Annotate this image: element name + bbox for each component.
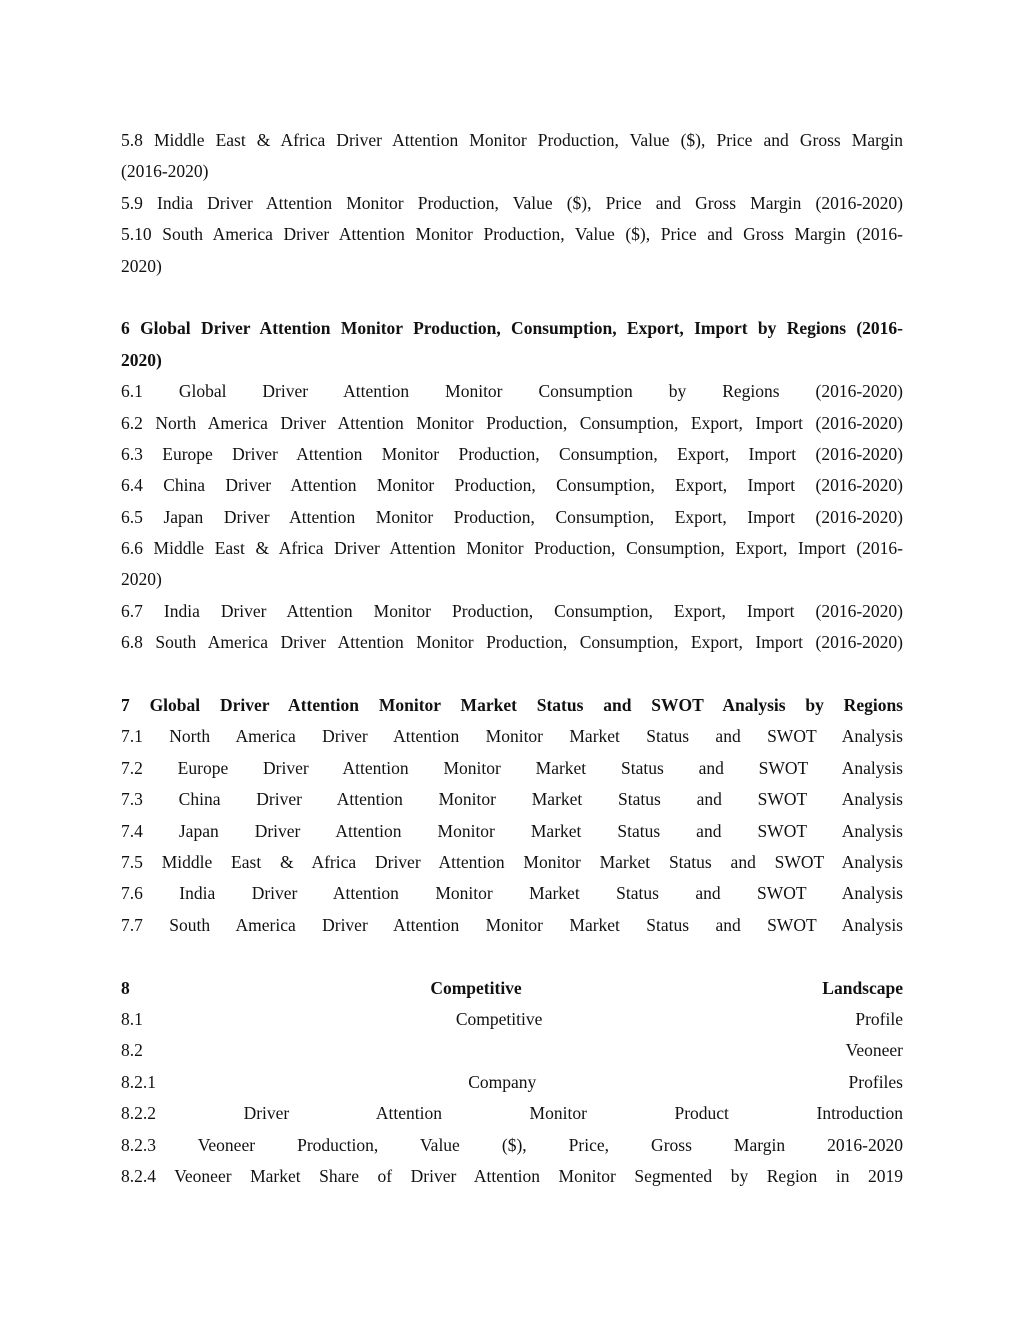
toc-entry: 8.2.4 Veoneer Market Share of Driver Attention Monitor Segmented by Region in 2019 xyxy=(121,1165,903,1186)
toc-entry: 7.5 Middle East & Africa Driver Attention Monitor Market Status and SWOT Analysis xyxy=(121,851,903,872)
section-gap xyxy=(121,941,903,972)
toc-entry: (2016-2020) xyxy=(121,161,209,182)
section-gap xyxy=(121,659,903,690)
toc-entry: 2020) xyxy=(121,569,162,590)
section-gap xyxy=(121,282,903,313)
toc-entry: 6.3 Europe Driver Attention Monitor Production, Consumption, Export, Import (2016-2020) xyxy=(121,443,903,464)
toc-entry: 7.4 Japan Driver Attention Monitor Market Status and SWOT Analysis xyxy=(121,820,903,841)
toc-entry: 7.2 Europe Driver Attention Monitor Market Status and SWOT Analysis xyxy=(121,757,903,778)
toc-entry: 6.6 Middle East & Africa Driver Attention Monitor Production, Consumption, Export, Import (2016- xyxy=(121,538,903,559)
toc-entry: 5.8 Middle East & Africa Driver Attention Monitor Production, Value ($), Price and Gross Margin xyxy=(121,130,903,150)
toc-entry: 7.3 China Driver Attention Monitor Market Status and SWOT Analysis xyxy=(121,789,903,810)
toc-entry: 5.10 South America Driver Attention Monitor Production, Value ($), Price and Gross Margin (2016- xyxy=(121,224,903,245)
toc-entry: 5.9 India Driver Attention Monitor Production, Value ($), Price and Gross Margin (2016-2020) xyxy=(121,192,903,213)
toc-entry: 6.1 Global Driver Attention Monitor Consumption by Regions (2016-2020) xyxy=(121,381,903,402)
toc-entry: 7.7 South America Driver Attention Monitor Market Status and SWOT Analysis xyxy=(121,914,903,935)
toc-entry: 8.1 Competitive Profile xyxy=(121,1008,903,1029)
table-of-contents xyxy=(121,125,903,1192)
toc-entry: 6.2 North America Driver Attention Monitor Production, Consumption, Export, Import (2016-2020) xyxy=(121,412,903,433)
toc-entry: 6.7 India Driver Attention Monitor Production, Consumption, Export, Import (2016-2020) xyxy=(121,600,903,621)
section-heading: 7 Global Driver Attention Monitor Market Status and SWOT Analysis by Regions xyxy=(121,695,903,716)
section-heading: 8 Competitive Landscape xyxy=(121,977,903,998)
toc-entry: 6.4 China Driver Attention Monitor Production, Consumption, Export, Import (2016-2020) xyxy=(121,475,903,496)
toc-entry: 8.2.3 Veoneer Production, Value ($), Price, Gross Margin 2016-2020 xyxy=(121,1134,903,1155)
toc-entry: 7.1 North America Driver Attention Monitor Market Status and SWOT Analysis xyxy=(121,726,903,747)
document-page xyxy=(121,125,903,1192)
toc-entry: 7.6 India Driver Attention Monitor Market Status and SWOT Analysis xyxy=(121,883,903,904)
toc-entry: 2020) xyxy=(121,255,162,276)
toc-entry: 6.8 South America Driver Attention Monitor Production, Consumption, Export, Import (2016-2020) xyxy=(121,632,903,653)
toc-entry: 6.5 Japan Driver Attention Monitor Production, Consumption, Export, Import (2016-2020) xyxy=(121,506,903,527)
toc-entry: 8.2.2 Driver Attention Monitor Product Introduction xyxy=(121,1103,903,1124)
toc-entry: 8.2.1 Company Profiles xyxy=(121,1071,903,1092)
toc-entry: 8.2 Veoneer xyxy=(121,1040,903,1061)
section-heading: 2020) xyxy=(121,349,162,370)
section-heading: 6 Global Driver Attention Monitor Production, Consumption, Export, Import by Regions (2016- xyxy=(121,318,903,339)
